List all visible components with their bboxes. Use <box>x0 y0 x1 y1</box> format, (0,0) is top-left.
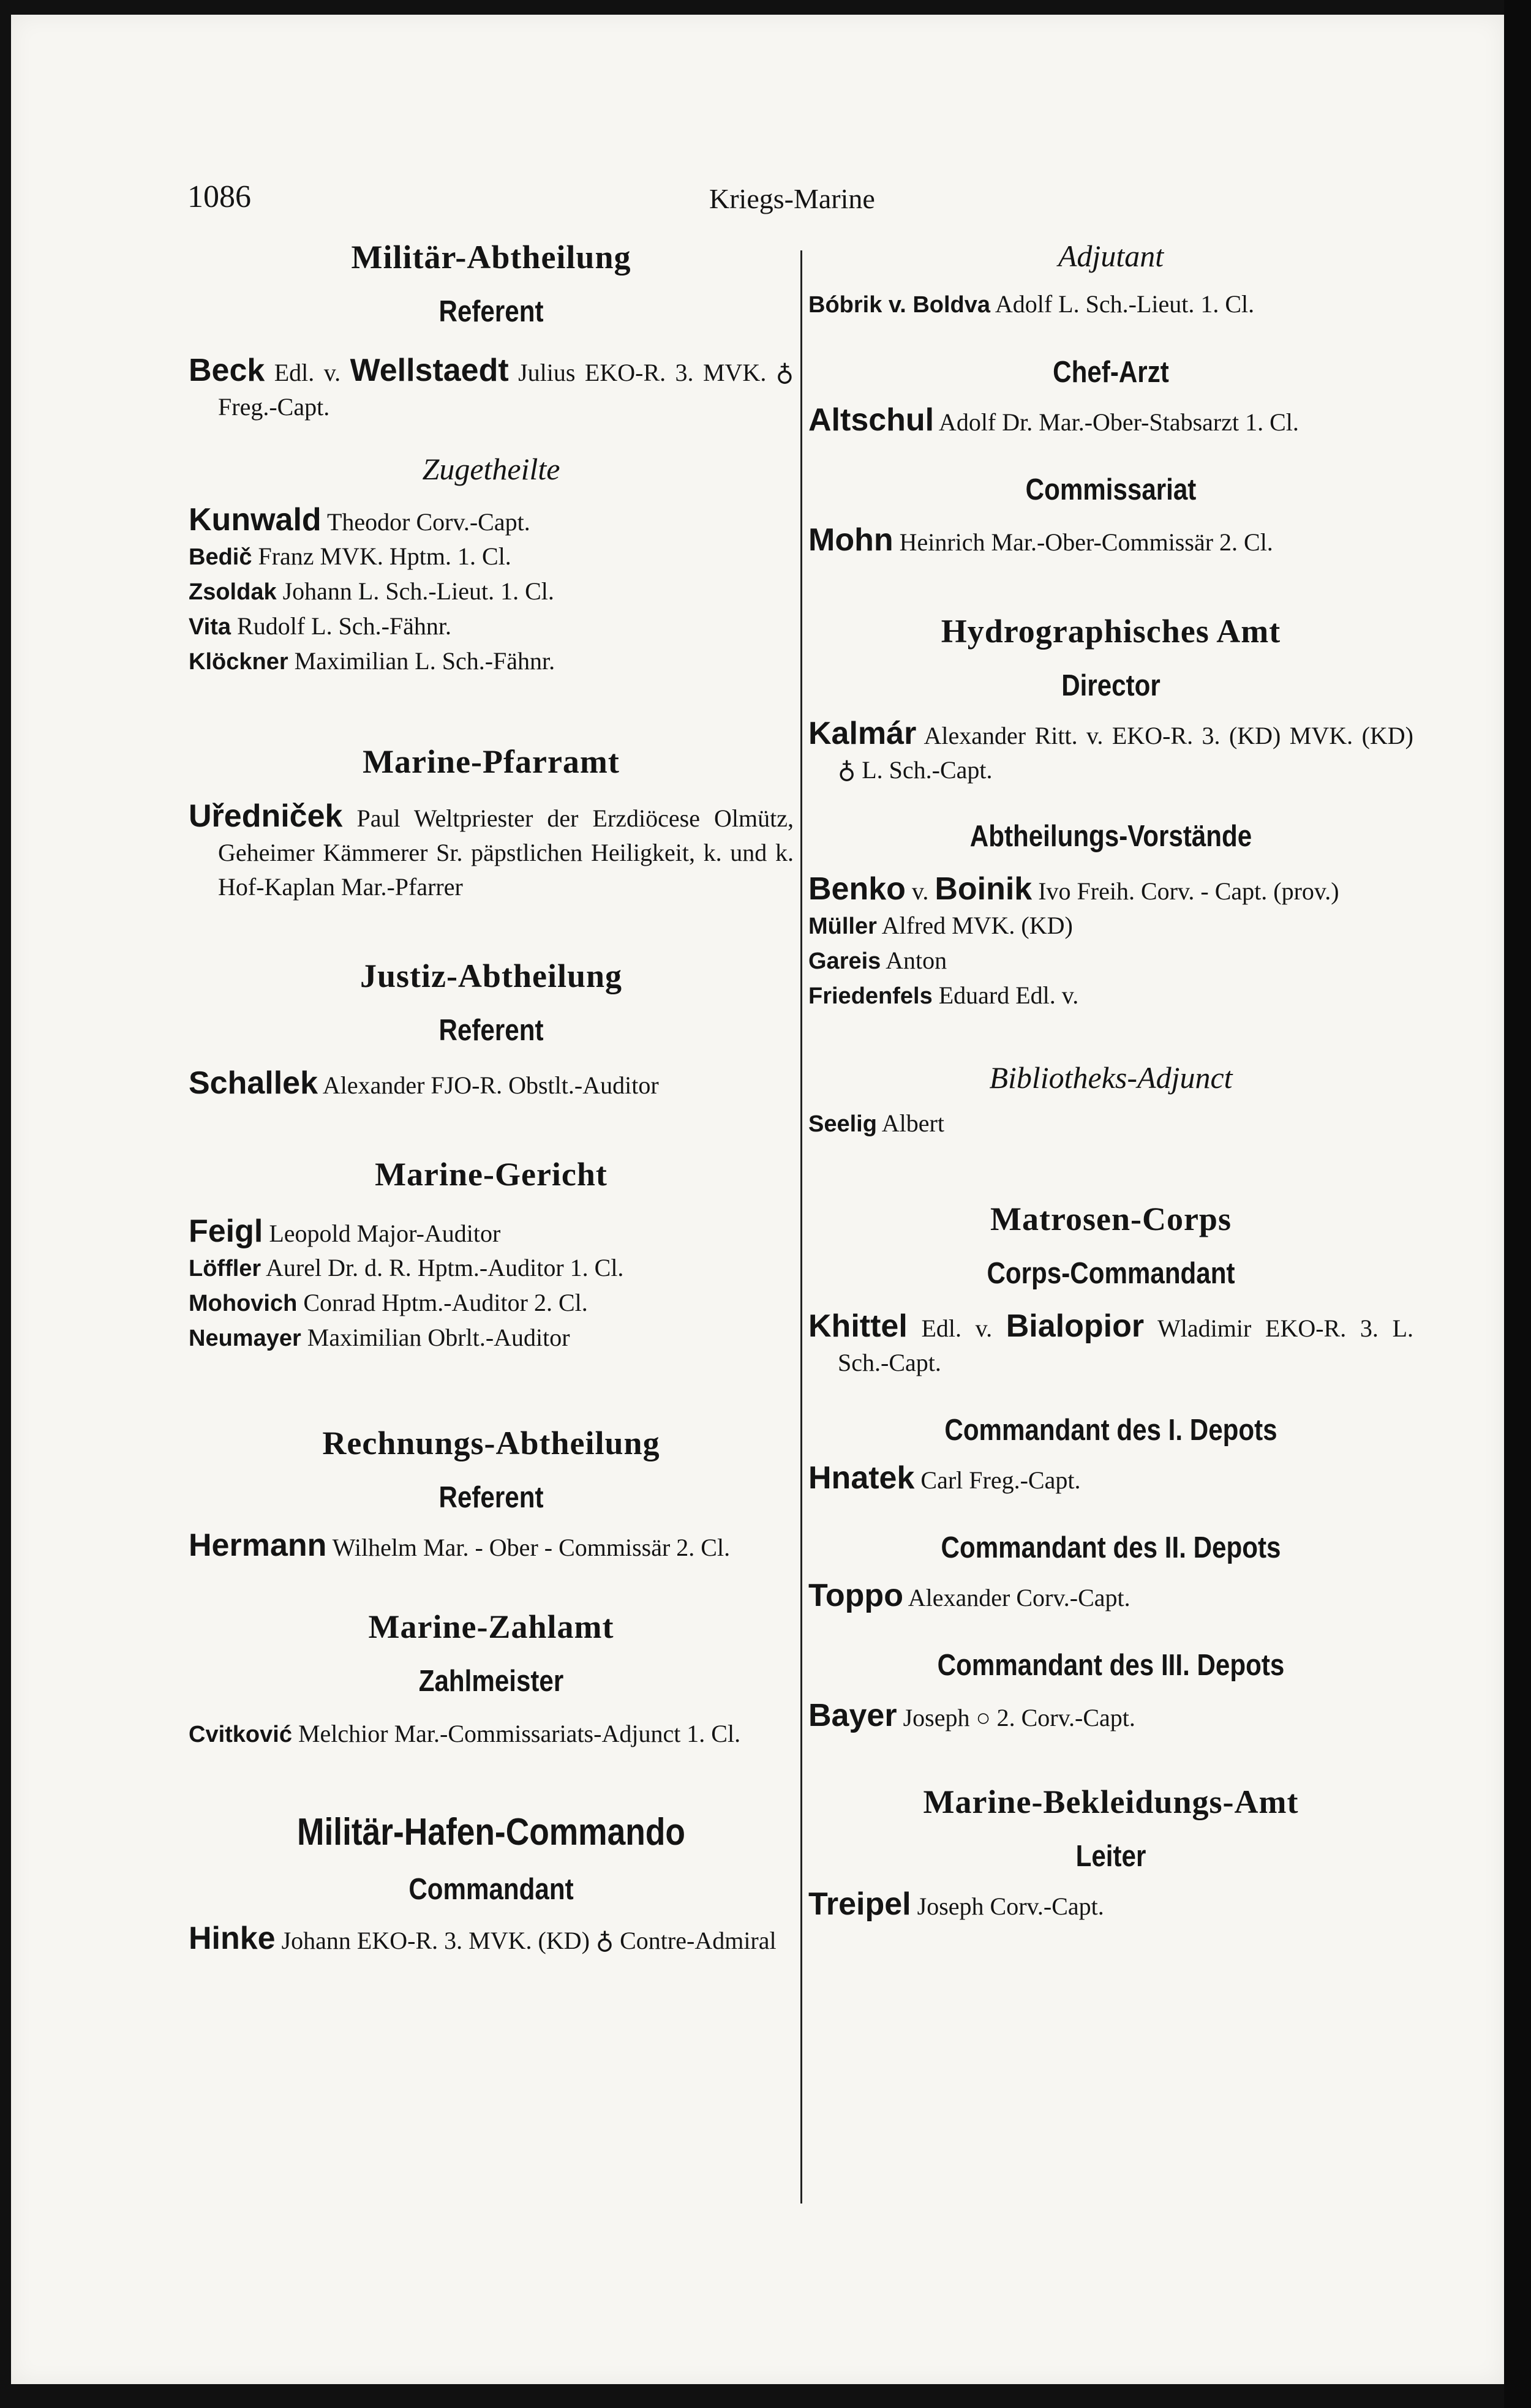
entry-name: Mohn <box>808 523 893 558</box>
entry-text: Conrad Hptm.-Auditor 2. Cl. <box>297 1289 588 1316</box>
subheading-referent: Referent <box>438 1481 544 1514</box>
entry-bedic <box>189 539 794 574</box>
entry-name: Cvitković <box>189 1722 292 1747</box>
scan-edge <box>1504 0 1531 2408</box>
entry-text: Maximilian L. Sch.-Fähnr. <box>288 647 555 675</box>
entry-text: Alexander Ritt. v. EKO-R. 3. (KD) MVK. (KD) ♁ L. Sch.-Capt. <box>838 722 1413 784</box>
entry-text: Leopold Major-Auditor <box>263 1220 501 1247</box>
entry-bayer <box>808 1698 1413 1735</box>
entry-name: Gareis <box>808 948 881 974</box>
column-divider <box>800 250 802 2204</box>
subheading-referent: Referent <box>438 1014 544 1047</box>
entry-text: Eduard Edl. v. <box>932 981 1079 1009</box>
entry-cvitkovic <box>189 1717 794 1752</box>
subheading-leiter: Leiter <box>1075 1840 1146 1873</box>
section-justiz-abtheilung: Justiz-Abtheilung <box>359 958 623 994</box>
entry-name: Uředniček <box>189 798 343 834</box>
entry-mohn <box>808 523 1413 560</box>
entry-name: Friedenfels <box>808 983 933 1009</box>
section-marine-bekleidungs-amt: Marine-Bekleidungs-Amt <box>923 1783 1299 1820</box>
entry-text: Joseph Corv.-Capt. <box>911 1892 1104 1920</box>
entry-name: Benko <box>808 871 906 907</box>
entry-neumayer <box>189 1321 794 1356</box>
entry-text: Heinrich Mar.-Ober-Commissär 2. Cl. <box>893 528 1273 556</box>
entry-text: Maximilian Obrlt.-Auditor <box>301 1324 570 1351</box>
entry-name: Bedič <box>189 544 252 570</box>
subheading-adjutant: Adjutant <box>1058 239 1164 273</box>
entry-text: Wilhelm Mar. - Ober - Commissär 2. Cl. <box>326 1534 731 1561</box>
entry-bobrik <box>808 287 1413 322</box>
entry-hinke <box>189 1921 794 1958</box>
entry-text: Julius EKO-R. 3. MVK. ♁ Freg.-Capt. <box>218 359 794 421</box>
entry-text: Edl. v. <box>907 1315 1006 1342</box>
subheading-referent: Referent <box>438 295 544 328</box>
entry-text: Carl Freg.-Capt. <box>914 1466 1081 1494</box>
entry-mueller <box>808 909 1413 943</box>
entry-schallek <box>189 1066 794 1103</box>
entry-name: Hinke <box>189 1921 276 1956</box>
entry-text: Aurel Dr. d. R. Hptm.-Auditor 1. Cl. <box>261 1254 624 1281</box>
entry-friedenfels <box>808 978 1413 1013</box>
subheading-zugetheilte: Zugetheilte <box>422 452 560 486</box>
subheading-commissariat: Commissariat <box>1025 473 1197 506</box>
entry-khittel <box>808 1309 1413 1380</box>
section-marine-pfarramt: Marine-Pfarramt <box>363 743 620 780</box>
page-header <box>11 179 1504 216</box>
entry-hnatek <box>808 1461 1413 1498</box>
entry-text: Theodor Corv.-Capt. <box>321 508 530 536</box>
entry-name: Seelig <box>808 1111 877 1137</box>
entry-name: Klöckner <box>189 649 288 675</box>
subheading-corps-commandant: Corps-Commandant <box>987 1257 1235 1290</box>
entry-text: Adolf L. Sch.-Lieut. 1. Cl. <box>990 290 1255 318</box>
section-matrosen-corps: Matrosen-Corps <box>990 1201 1232 1237</box>
subheading-commandant-depot-1: Commandant des I. Depots <box>944 1414 1277 1447</box>
entry-altschul <box>808 403 1413 440</box>
entry-name: Schallek <box>189 1066 318 1101</box>
entry-name: Feigl <box>189 1214 263 1249</box>
entry-text: Franz MVK. Hptm. 1. Cl. <box>252 542 511 570</box>
entry-loeffler <box>189 1251 794 1286</box>
entry-text: Joseph ○ 2. Corv.-Capt. <box>897 1704 1135 1731</box>
entry-text: Alfred MVK. (KD) <box>876 912 1073 939</box>
entry-name: Kunwald <box>189 503 322 538</box>
entry-text: Johann EKO-R. 3. MVK. (KD) ♁ Contre-Admiral <box>275 1927 777 1954</box>
section-marine-zahlamt: Marine-Zahlamt <box>368 1608 614 1645</box>
entry-hermann <box>189 1528 794 1565</box>
subheading-commandant: Commandant <box>408 1873 574 1906</box>
entry-name: Vita <box>189 614 231 640</box>
entry-kunwald <box>189 503 794 539</box>
entry-vita <box>189 609 794 644</box>
entry-name: Altschul <box>808 403 935 438</box>
entry-text: Wladimir EKO-R. 3. L. Sch.-Capt. <box>838 1315 1413 1376</box>
entry-name: Müller <box>808 913 877 939</box>
entry-text: Rudolf L. Sch.-Fähnr. <box>231 612 451 640</box>
entry-text: Albert <box>876 1109 944 1137</box>
subheading-chef-arzt: Chef-Arzt <box>1053 356 1169 389</box>
entry-text: Edl. v. <box>265 359 350 386</box>
entry-name: Bialopior <box>1006 1308 1145 1344</box>
entry-name: Hnatek <box>808 1461 915 1496</box>
entry-name: Zsoldak <box>189 579 277 605</box>
entry-name: Kalmár <box>808 716 917 751</box>
subheading-zahlmeister: Zahlmeister <box>418 1665 564 1698</box>
entry-text: Anton <box>881 947 947 974</box>
entry-name: Beck <box>189 353 265 388</box>
running-head: Kriegs-Marine <box>709 183 875 214</box>
entry-text: Johann L. Sch.-Lieut. 1. Cl. <box>276 577 554 605</box>
entry-text: Adolf Dr. Mar.-Ober-Stabsarzt 1. Cl. <box>934 408 1299 436</box>
subheading-abtheilungs-vorstaende: Abtheilungs-Vorstände <box>969 820 1252 853</box>
entry-name: Toppo <box>808 1578 903 1613</box>
entry-name: Boinik <box>935 871 1033 907</box>
entry-seelig <box>808 1106 1413 1141</box>
entry-mohovich <box>189 1286 794 1321</box>
right-column <box>808 238 1413 1924</box>
entry-treipel <box>808 1887 1413 1924</box>
entry-name: Neumayer <box>189 1326 301 1351</box>
entry-benko <box>808 872 1413 909</box>
entry-name: Treipel <box>808 1887 911 1922</box>
section-militaer-hafen-commando: Militär-Hafen-Commando <box>297 1811 685 1853</box>
section-rechnungs-abtheilung: Rechnungs-Abtheilung <box>322 1425 660 1461</box>
entry-text: Paul Weltpriester der Erzdiöcese Olmütz, Geheimer Kämmerer Sr. päpstlichen Heiligkeit, k. und k. Hof-Kaplan Mar.-Pfarrer <box>218 805 794 901</box>
subheading-commandant-depot-3: Commandant des III. Depots <box>937 1649 1285 1682</box>
entry-zsoldak <box>189 574 794 609</box>
entry-name: Hermann <box>189 1528 327 1563</box>
entry-text: Melchior Mar.-Commissariats-Adjunct 1. Cl. <box>292 1720 741 1747</box>
entry-name: Khittel <box>808 1308 908 1344</box>
subheading-commandant-depot-2: Commandant des II. Depots <box>941 1531 1281 1564</box>
entry-name: Bayer <box>808 1698 897 1733</box>
entry-name: Bóbrik v. Boldva <box>808 292 991 318</box>
subheading-director: Director <box>1061 669 1160 702</box>
entry-kloeckner <box>189 644 794 679</box>
entry-name: Wellstaedt <box>350 353 509 388</box>
entry-beck <box>189 353 794 424</box>
left-column <box>189 238 794 1958</box>
entry-text: Alexander Corv.-Capt. <box>903 1584 1130 1611</box>
subheading-bibliotheks-adjunct: Bibliotheks-Adjunct <box>989 1060 1233 1095</box>
entry-kalmar <box>808 716 1413 787</box>
section-hydrographisches-amt: Hydrographisches Amt <box>941 613 1281 650</box>
entry-feigl <box>189 1214 794 1251</box>
section-militaer-abtheilung: Militär-Abtheilung <box>351 239 631 276</box>
entry-toppo <box>808 1578 1413 1615</box>
entry-name: Mohovich <box>189 1291 298 1316</box>
section-marine-gericht: Marine-Gericht <box>375 1156 608 1193</box>
document-page <box>11 15 1504 2384</box>
entry-text: v. <box>905 877 935 905</box>
entry-name: Löffler <box>189 1256 261 1281</box>
entry-urednicek <box>189 799 794 904</box>
entry-text: Ivo Freih. Corv. - Capt. (prov.) <box>1032 877 1339 905</box>
entry-gareis <box>808 943 1413 978</box>
entry-text: Alexander FJO-R. Obstlt.-Auditor <box>318 1071 659 1099</box>
page-number: 1086 <box>187 179 251 214</box>
